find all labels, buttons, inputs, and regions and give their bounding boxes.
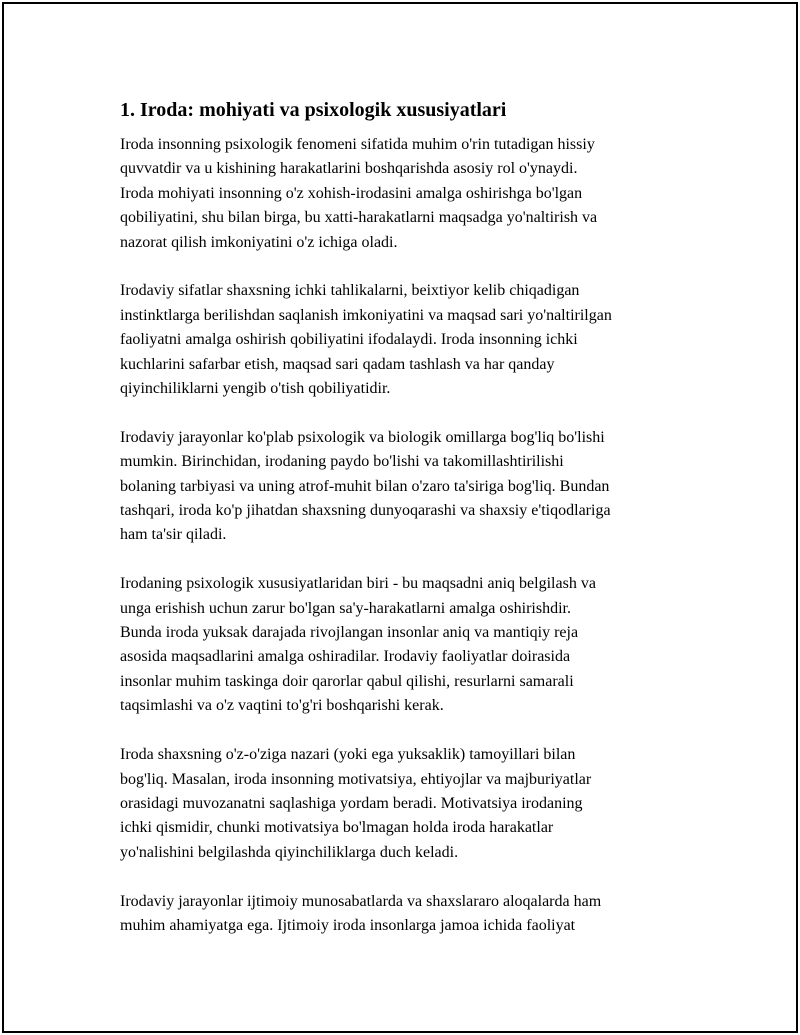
text-line: asosida maqsadlarini amalga oshiradilar. Irodaviy faoliyatlar doirasida bbox=[120, 648, 571, 666]
text-line: ichki qismidir, chunki motivatsiya bo'lmagan holda iroda harakatlar bbox=[120, 819, 554, 837]
text-line: unga erishish uchun zarur bo'lgan sa'y-harakatlarni amalga oshirishdir. bbox=[120, 599, 571, 617]
paragraph-2 bbox=[120, 279, 700, 401]
section-heading: 1. Iroda: mohiyati va psixologik xususiyatlari bbox=[120, 99, 507, 121]
paragraph-3 bbox=[120, 426, 700, 548]
text-line: Irodaviy jarayonlar ijtimoiy munosabatlarda va shaxslararo aloqalarda ham bbox=[120, 892, 602, 910]
text-line: taqsimlashi va o'z vaqtini to'g'ri boshqarishi kerak. bbox=[120, 697, 444, 715]
text-line: ham ta'sir qiladi. bbox=[120, 526, 227, 544]
text-line: instinktlarga berilishdan saqlanish imkoniyatini va maqsad sari yo'naltirilgan bbox=[120, 306, 612, 324]
text-line: Irodaviy jarayonlar ko'plab psixologik va biologik omillarga bog'liq bo'lishi bbox=[120, 428, 605, 446]
text-line: mumkin. Birinchidan, irodaning paydo bo'lishi va takomillashtirilishi bbox=[120, 453, 564, 471]
paragraph-4 bbox=[120, 572, 700, 718]
text-line: nazorat qilish imkoniyatini o'z ichiga oladi. bbox=[120, 233, 398, 251]
paragraph-6 bbox=[120, 890, 700, 939]
text-line: Iroda mohiyati insonning o'z xohish-irodasini amalga oshirishga bo'lgan bbox=[120, 184, 583, 202]
text-line: yo'nalishini belgilashda qiyinchiliklarga duch keladi. bbox=[120, 843, 459, 861]
text-line: qobiliyatini, shu bilan birga, bu xatti-harakatlarni maqsadga yo'naltirish va bbox=[120, 209, 598, 227]
text-line: Irodaviy sifatlar shaxsning ichki tahlikalarni, beixtiyor kelib chiqadigan bbox=[120, 282, 580, 300]
text-line: Iroda insonning psixologik fenomeni sifatida muhim o'rin tutadigan hissiy bbox=[120, 136, 595, 153]
text-line: qiyinchiliklarni yengib o'tish qobiliyatidir. bbox=[120, 380, 391, 398]
text-line: muhim ahamiyatga ega. Ijtimoiy iroda insonlarga jamoa ichida faoliyat bbox=[120, 916, 576, 934]
text-line: quvvatdir va u kishining harakatlarini boshqarishda asosiy rol o'ynaydi. bbox=[120, 160, 578, 178]
text-line: insonlar muhim taskinga doir qarorlar qabul qilishi, resurlarni samarali bbox=[120, 672, 574, 690]
text-line: faoliyatni amalga oshirish qobiliyatini ifodalaydi. Iroda insonning ichki bbox=[120, 331, 578, 349]
paragraph-5 bbox=[120, 743, 700, 865]
text-line: Iroda shaxsning o'z-o'ziga nazari (yoki ega yuksaklik) tamoyillari bilan bbox=[120, 746, 576, 764]
text-line: bog'liq. Masalan, iroda insonning motivatsiya, ehtiyojlar va majburiyatlar bbox=[120, 770, 592, 788]
text-line: kuchlarini safarbar etish, maqsad sari qadam tashlash va har qanday bbox=[120, 355, 555, 373]
text-line: tashqari, iroda ko'p jihatdan shaxsning dunyoqarashi va shaxsiy e'tiqodlariga bbox=[120, 502, 611, 520]
document-body bbox=[120, 96, 700, 963]
paragraph-1 bbox=[120, 133, 700, 255]
text-line: bolaning tarbiyasi va uning atrof-muhit bilan o'zaro ta'siriga bog'liq. Bundan bbox=[120, 477, 610, 495]
text-line: orasidagi muvozanatni saqlashiga yordam beradi. Motivatsiya irodaning bbox=[120, 794, 583, 812]
text-line: Bunda iroda yuksak darajada rivojlangan insonlar aniq va mantiqiy reja bbox=[120, 624, 579, 642]
text-line: Irodaning psixologik xususiyatlaridan biri - bu maqsadni aniq belgilash va bbox=[120, 575, 596, 593]
page-frame bbox=[2, 2, 798, 1033]
